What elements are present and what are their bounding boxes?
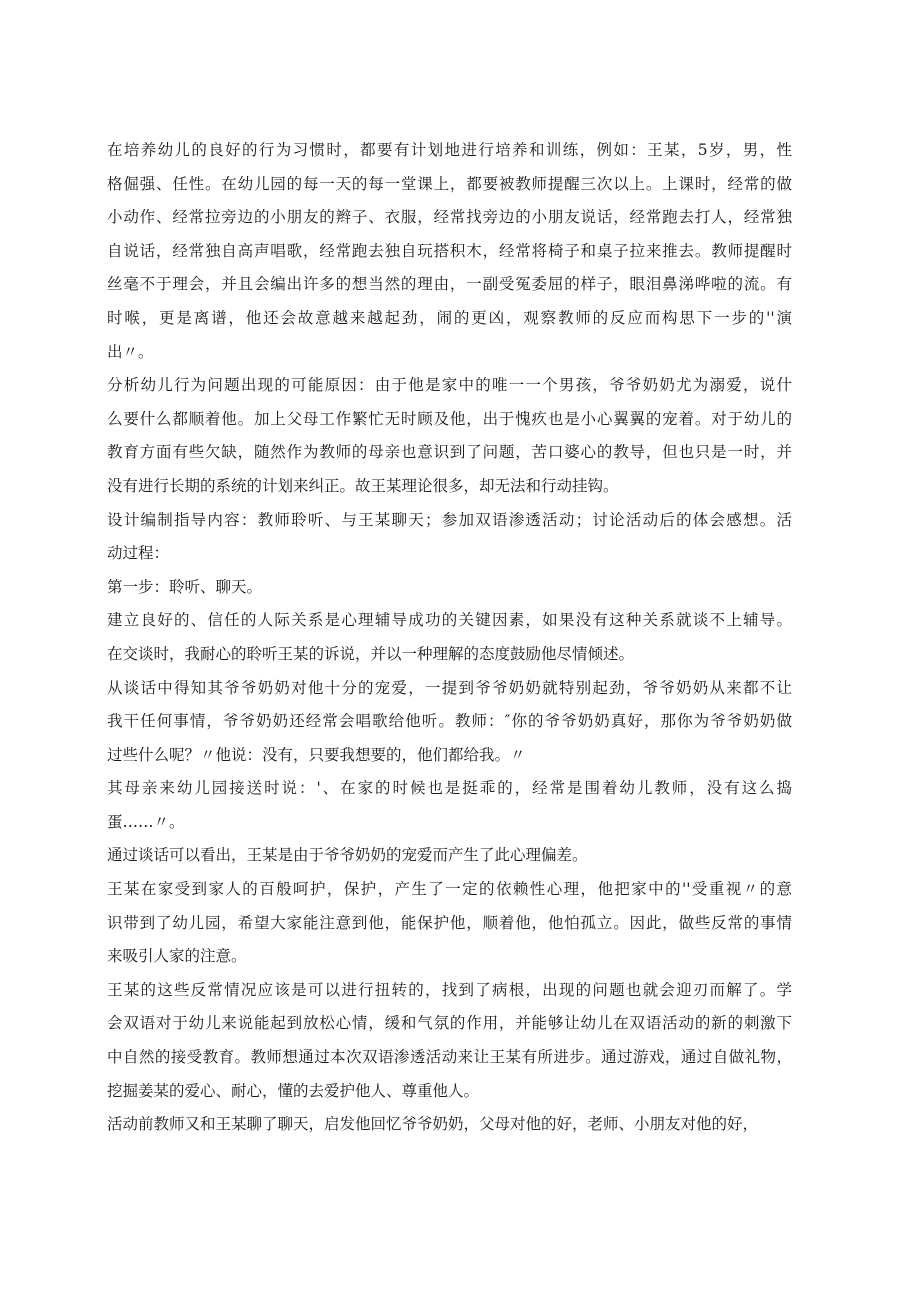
text-line: 动过程： <box>107 544 170 563</box>
paragraph <box>107 571 792 605</box>
text-line: 教育方面有些欠缺，随然作为教师的母亲也意识到了问题，苦口婆心的教导，但也只是一时，并 <box>107 443 792 462</box>
text-line: 中自然的接受教育。教师想通过本次双语渗透活动来让王某有所进步。通过游戏，通过自做礼物， <box>107 1048 792 1067</box>
text-line: 第一步：聆听、聊天。 <box>107 577 263 596</box>
text-line: 活动前教师又和王某聊了聊天，启发他回忆爷爷奶奶，父母对他的好，老师、小朋友对他的好， <box>107 1115 759 1134</box>
text-line: 在培养幼儿的良好的行为习惯时，都要有计划地进行培养和训练，例如：王某，5岁，男，性 <box>107 141 792 159</box>
text-line: 出〃。 <box>107 342 154 361</box>
text-line: 从谈话中得知其爷爷奶奶对他十分的宠爱，一提到爷爷奶奶就特别起劲，爷爷奶奶从来都不让 <box>107 678 792 697</box>
text-line: 王某在家受到家人的百般呵护，保护，产生了一定的依赖性心理，他把家中的''受重视〃的意 <box>107 880 792 899</box>
document-body <box>107 134 792 1142</box>
paragraph <box>107 873 792 974</box>
paragraph <box>107 1108 792 1142</box>
paragraph <box>107 974 792 1108</box>
text-line: 挖掘姜某的爱心、耐心，懂的去爱护他人、尊重他人。 <box>107 1081 480 1100</box>
text-line: 来吸引人家的注意。 <box>107 947 247 966</box>
text-line: 在交谈时，我耐心的聆听王某的诉说，并以一种理解的态度鼓励他尽情倾述。 <box>107 644 635 663</box>
text-line: 时喉，更是离谱，他还会故意越来越起劲，闹的更凶，观察教师的反应而构思下一步的''演 <box>107 308 792 327</box>
text-line: 自说话，经常独自高声唱歌，经常跑去独自玩搭积木，经常将椅子和桌子拉来推去。教师提醒时 <box>107 241 792 260</box>
paragraph <box>107 839 792 873</box>
paragraph <box>107 369 792 503</box>
text-line: 丝毫不于理会，并且会编出许多的想当然的理由，一副受冤委屈的样子，眼泪鼻涕哗啦的流。有 <box>107 275 792 294</box>
text-line: 会双语对于幼儿来说能起到放松心情，缓和气氛的作用，并能够让幼儿在双语活动的新的刺激下 <box>107 1014 792 1033</box>
text-line: 蛋……〃。 <box>107 812 185 831</box>
text-line: 王某的这些反常情况应该是可以进行扭转的，找到了病根，出现的问题也就会迎刃而解了。学 <box>107 980 792 999</box>
paragraph <box>107 604 792 671</box>
text-line: 我干任何事情，爷爷奶奶还经常会唱歌给他听。教师：″你的爷爷奶奶真好，那你为爷爷奶奶做 <box>107 712 792 731</box>
text-line: 其母亲来幼儿园接送时说：'、在家的时候也是挺乖的，经常是围着幼儿教师，没有这么捣 <box>107 779 792 798</box>
text-line: 小动作、经常拉旁边的小朋友的辫子、衣服，经常找旁边的小朋友说话，经常跑去打人，经常独 <box>107 208 792 227</box>
text-line: 识带到了幼儿园，希望大家能注意到他，能保护他，顺着他，他怕孤立。因此，做些反常的事情 <box>107 913 792 932</box>
paragraph <box>107 772 792 839</box>
paragraph <box>107 134 792 369</box>
text-line: 过些什么呢？〃他说：没有，只要我想要的，他们都给我。〃 <box>107 745 526 764</box>
text-line: 通过谈话可以看出，王某是由于爷爷奶奶的宠爱而产生了此心理偏差。 <box>107 846 588 865</box>
text-line: 分析幼儿行为问题出现的可能原因：由于他是家中的唯一一个男孩，爷爷奶奶尤为溺爱，说什 <box>107 376 792 395</box>
text-line: 么要什么都顺着他。加上父母工作繁忙无时顾及他，出于愧疚也是小心翼翼的宠着。对于幼儿的 <box>107 409 792 428</box>
text-line: 建立良好的、信任的人际关系是心理辅导成功的关键因素，如果没有这种关系就谈不上辅导。 <box>107 611 792 630</box>
text-line: 格倔强、任性。在幼儿园的每一天的每一堂课上，都要被教师提醒三次以上。上课时，经常的做 <box>107 174 792 193</box>
paragraph <box>107 504 792 571</box>
paragraph <box>107 672 792 773</box>
text-line: 设计编制指导内容：教师聆听、与王某聊天；参加双语渗透活动；讨论活动后的体会感想。活 <box>107 510 792 529</box>
text-line: 没有进行长期的系统的计划来纠正。故王某理论很多，却无法和行动挂钩。 <box>107 476 619 495</box>
